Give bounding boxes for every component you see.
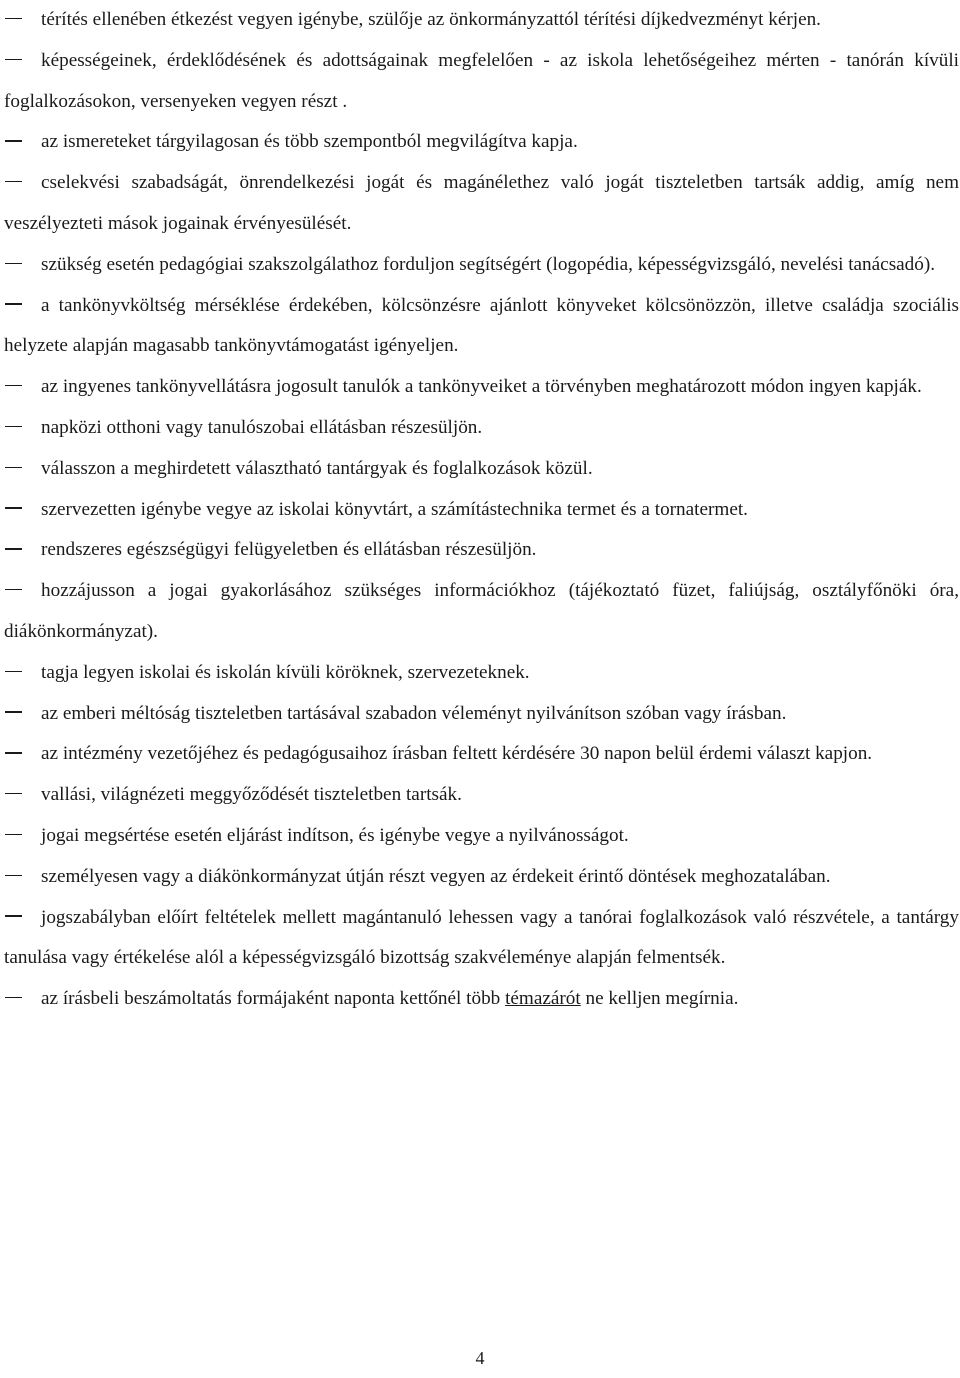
list-item	[4, 490, 959, 531]
dash-bullet-icon	[5, 467, 22, 468]
list-item	[4, 41, 959, 123]
list-item	[4, 571, 959, 653]
dash-bullet-icon	[5, 548, 22, 549]
list-item	[4, 449, 959, 490]
list-item	[4, 408, 959, 449]
dash-bullet-icon	[5, 997, 22, 998]
list-item	[4, 898, 959, 980]
list-item-text: cselekvési szabadságát, önrendelkezési jogát és magánélethez való jogát tiszteletben tartsák addig, amíg nem veszélyezteti mások jogainak érvényesülését.	[4, 172, 959, 234]
list-item-text: az emberi méltóság tiszteletben tartásával szabadon véleményt nyilvánítson szóban vagy írásban.	[41, 702, 787, 724]
dash-bullet-icon	[5, 59, 22, 60]
list-item-text: jogai megsértése esetén eljárást indítson, és igénybe vegye a nyilvánosságot.	[41, 824, 629, 846]
dash-bullet-icon	[5, 507, 22, 508]
dash-bullet-icon	[5, 303, 22, 304]
dash-bullet-icon	[5, 711, 22, 712]
list-item-text: térítés ellenében étkezést vegyen igénybe, szülője az önkormányzattól térítési díjkedvezményt kérjen.	[41, 9, 821, 30]
list-item-text: szükség esetén pedagógiai szakszolgálathoz forduljon segítségért (logopédia, képességvizsgáló, nevelési tanácsadó).	[41, 253, 936, 275]
list-item	[4, 857, 959, 898]
list-item	[4, 775, 959, 816]
list-item-text: napközi otthoni vagy tanulószobai ellátásban részesüljön.	[41, 416, 483, 438]
list-item	[4, 530, 959, 571]
list-item-text: az ingyenes tankönyvellátásra jogosult tanulók a tankönyveiket a törvényben meghatározott módon ingyen kapják.	[41, 376, 922, 398]
list-item-text: az ismereteket tárgyilagosan és több szempontból megvilágítva kapja.	[41, 131, 578, 153]
dash-bullet-icon	[5, 426, 22, 427]
dash-bullet-icon	[5, 181, 22, 182]
list-item	[4, 163, 959, 245]
list-item-text: képességeinek, érdeklődésének és adottságainak megfelelően - az iskola lehetőségeihez mérten - tanórán kívüli foglalkozásokon, versenyeken vegyen részt .	[4, 49, 959, 112]
dash-bullet-icon	[5, 875, 22, 876]
list-item-text: rendszeres egészségügyi felügyeletben és ellátásban részesüljön.	[41, 539, 537, 561]
dash-bullet-icon	[5, 385, 22, 386]
document-page	[4, 0, 959, 1020]
list-item-text: szervezetten igénybe vegye az iskolai könyvtárt, a számítástechnika termet és a tornatermet.	[41, 498, 748, 520]
list-item-text-before: az írásbeli beszámoltatás formájaként naponta kettőnél több	[41, 988, 506, 1010]
dash-bullet-icon	[5, 752, 22, 753]
list-item	[4, 0, 959, 41]
list-item	[4, 979, 959, 1020]
list-item	[4, 286, 959, 368]
list-item	[4, 367, 959, 408]
dash-bullet-icon	[5, 589, 22, 590]
underlined-term: témazárót	[505, 988, 581, 1010]
list-item-text: tagja legyen iskolai és iskolán kívüli köröknek, szervezeteknek.	[41, 661, 530, 683]
page-number: 4	[475, 1348, 485, 1368]
dash-bullet-icon	[5, 834, 22, 835]
list-item	[4, 734, 959, 775]
dash-bullet-icon	[5, 263, 22, 264]
list-item-text-after: ne kelljen megírnia.	[580, 988, 739, 1010]
list-item-text: válasszon a meghirdetett választható tantárgyak és foglalkozások közül.	[41, 457, 593, 479]
dash-bullet-icon	[5, 915, 22, 916]
dash-bullet-icon	[5, 793, 22, 794]
dash-bullet-icon	[5, 18, 22, 19]
list-item	[4, 122, 959, 163]
list-item-text: hozzájusson a jogai gyakorlásához szükséges információkhoz (tájékoztató füzet, faliújság, osztályfőnöki óra, diákönkormányzat).	[4, 580, 959, 642]
list-item-text: személyesen vagy a diákönkormányzat útján részt vegyen az érdekeit érintő döntések meghozatalában.	[41, 865, 831, 887]
list-item	[4, 694, 959, 735]
list-item-text: az intézmény vezetőjéhez és pedagógusaihoz írásban feltett kérdésére 30 napon belül érdemi választ kapjon.	[41, 743, 873, 765]
list-item	[4, 653, 959, 694]
list-item	[4, 245, 959, 286]
list-item-text: a tankönyvköltség mérséklése érdekében, kölcsönzésre ajánlott könyveket kölcsönözzön, illetve családja szociális helyzete alapján magasabb tankönyvtámogatást igényeljen.	[4, 294, 959, 357]
dash-bullet-icon	[5, 140, 22, 141]
dash-bullet-icon	[5, 671, 22, 672]
list-item	[4, 816, 959, 857]
list-item-text: vallási, világnézeti meggyőződését tiszteletben tartsák.	[41, 784, 462, 806]
list-item-text: jogszabályban előírt feltételek mellett magántanuló lehessen vagy a tanórai foglalkozások való részvétele, a tantárgy tanulása vagy értékelése alól a képességvizsgáló bizottság szakvéleménye alapján felmentsék.	[4, 906, 959, 969]
